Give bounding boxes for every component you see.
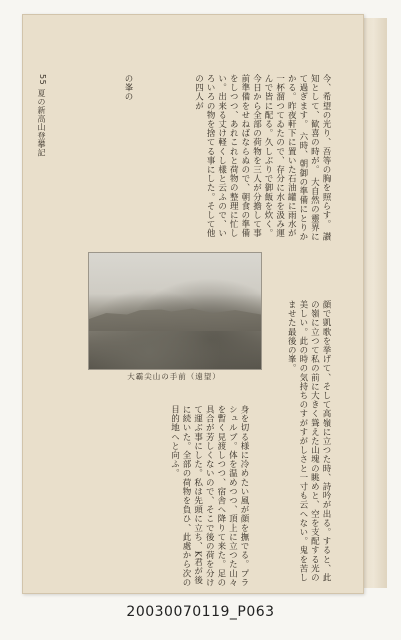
mountain-ridge-shape: [89, 301, 261, 331]
running-header: [36, 74, 47, 157]
page-number: 55: [38, 74, 47, 86]
running-title: 夏の新高山登攀記: [37, 89, 46, 158]
archive-id-label: 20030070119_P063: [126, 604, 275, 620]
body-text-top-left: の峯の: [123, 74, 133, 102]
body-text-bottom-right: 顔で凱歌を挙げて、そして高嶺に立つた時、詩吟が出る。すると、此の嶺に立つて私の前に大きく聳えた山塊の眺めと、空を支配する光の美しい。此の時の気持ちのすがすがしさと一寸も云へない。鬼を苦しませた最後の峯。: [286, 300, 331, 583]
photo-caption: 大霸尖山の手前（遠望）: [127, 372, 221, 381]
mountain-photograph: [88, 252, 262, 370]
body-text-bottom-left: 身を切る様に冷めたい風が顔を撫でる。プラシュルブ。体を温めつつ、頂上に立つた山々を暫く見渡しつつ、宿舎へ降りて来た。足の具合が芳しくないので、そこで後の荷を分けて運ぶ事にした。私は先頭に立ち、K君が後に続いた。全部の荷物を負ひ、此處から次の目的地へと向ふ。: [169, 405, 249, 587]
body-text-top: 今、希望の光り、吾等の胸を照らす。 讃知として、歓喜の時が。 大自然の靈界にて過ぎます。 六時、朝御の準備にとりかかる。昨夜軒下に置いた石油罐に雨水が一杯溜つてゐたので、存分に水を汲み運んで皆に配る。久しぶりで御飯を炊く。今日から全部の荷物を三人が分擔して事前準備をせねばならぬので、朝食の準備をしつつ、あれこれと荷物の整理に忙しい。出来る丈け軽くし樣と云ふので、いろいろの物を捨てる事にした。そして他の四人が: [193, 74, 331, 242]
